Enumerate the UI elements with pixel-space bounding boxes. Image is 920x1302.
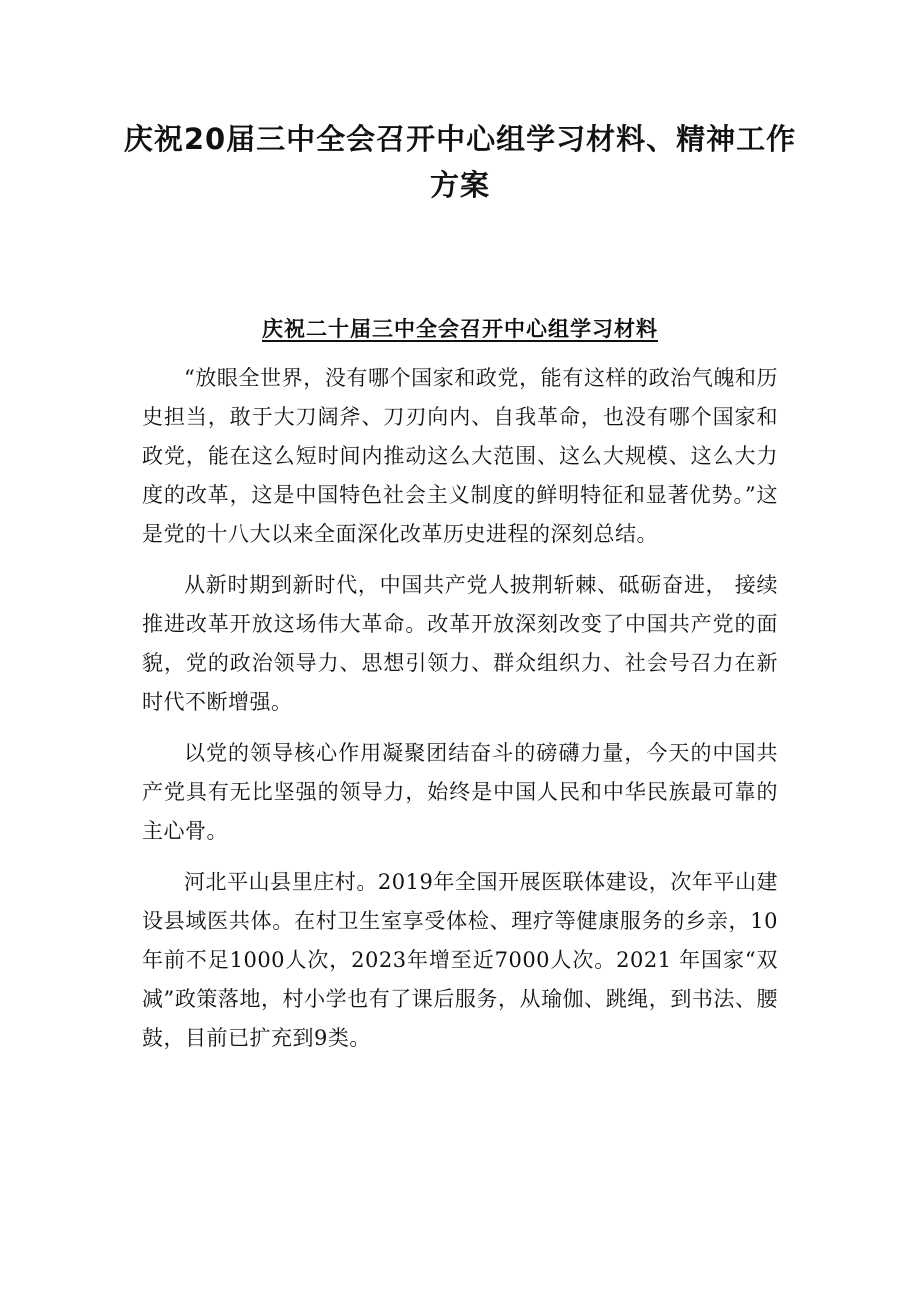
section-title-text: 庆祝二十届三中全会召开中心组学习材料 [262, 317, 658, 341]
paragraph-2: 从新时期到新时代，中国共产党人披荆斩棘、砥砺奋进， 接续推进改革开放这场伟大革命。改革开放深刻改变了中国共产党的面貌，党的政治领导力、思想引领力、群众组织力、社会号召力在新时代不断增强。 [142, 573, 778, 714]
paragraph-4: 河北平山县里庄村。2019年全国开展医联体建设，次年平山建设县域医共体。在村卫生室享受体检、理疗等健康服务的乡亲，10年前不足1000人次，2023年增至近7000人次。2021 年国家“双减”政策落地，村小学也有了课后服务，从瑜伽、跳绳，到书法、腰鼓，目前已扩充到9类。 [142, 870, 778, 1050]
paragraph-1: “放眼全世界，没有哪个国家和政党，能有这样的政治气魄和历史担当，敢于大刀阔斧、刀刃向内、自我革命，也没有哪个国家和政党，能在这么短时间内推动这么大范围、这么大规模、这么大力度的改革，这是中国特色社会主义制度的鲜明特征和显著优势。”这是党的十八大以来全面深化改革历史进程的深刻总结。 [142, 366, 778, 546]
section-title [142, 314, 778, 344]
document-title: 庆祝20届三中全会召开中心组学习材料、精神工作方案 [123, 122, 797, 202]
paragraph-3: 以党的领导核心作用凝聚团结奋斗的磅礴力量，今天的中国共产党具有无比坚强的领导力，始终是中国人民和中华民族最可靠的主心骨。 [142, 741, 778, 843]
document-body [142, 359, 778, 1070]
